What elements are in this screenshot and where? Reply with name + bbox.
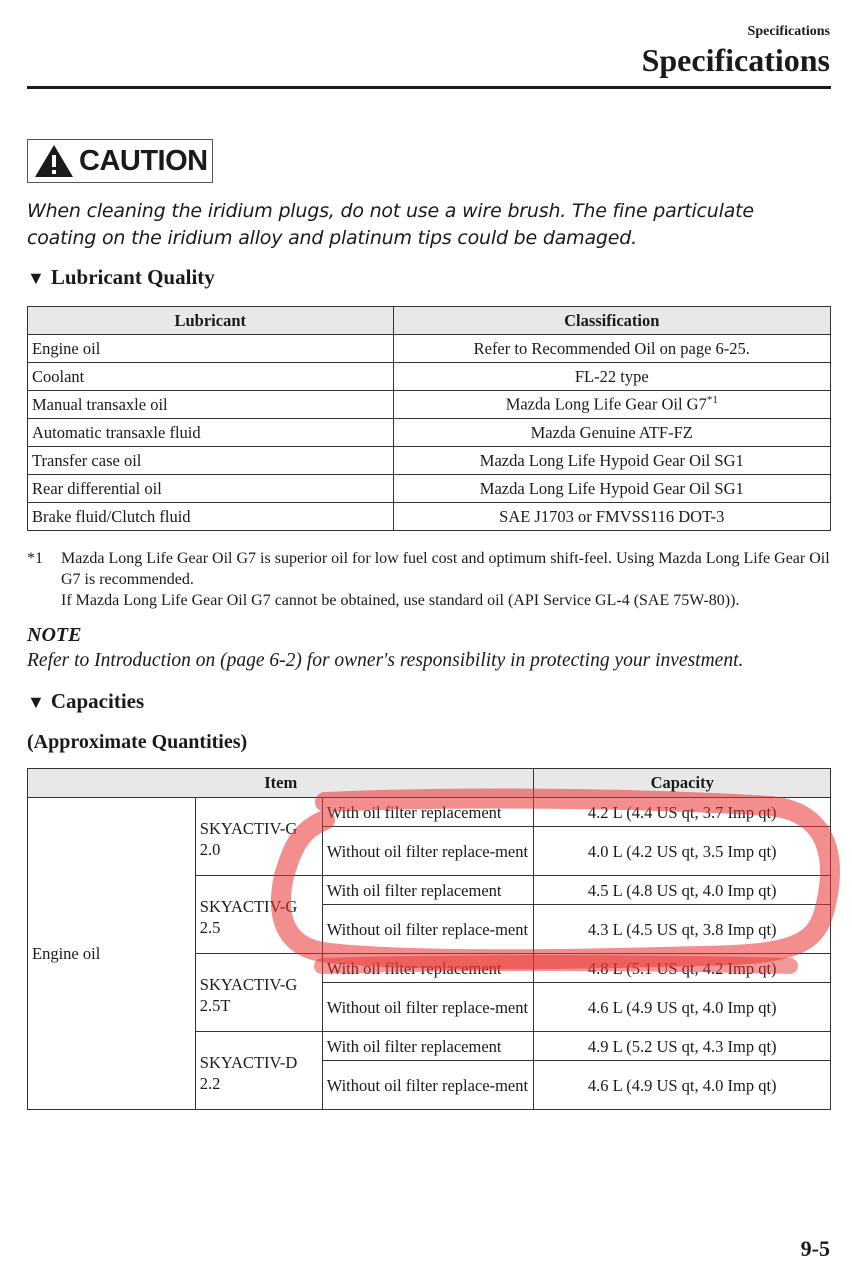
condition-cell: With oil filter replacement (322, 876, 534, 905)
heading-text: Lubricant Quality (50, 265, 215, 289)
footnote-line: Mazda Long Life Gear Oil G7 is superior oil for low fuel cost and optimum shift-feel. Using Mazda Long Life Gear Oil G7 is recommended. (61, 550, 830, 588)
classification-text: Refer to Recommended Oil on page 6-25. (473, 338, 750, 358)
footnote-ref: *1 (706, 394, 718, 407)
capacity-cell: 4.6 L (4.9 US qt, 4.0 Imp qt) (534, 983, 831, 1032)
classification-cell (393, 391, 830, 419)
classification-text: FL-22 type (574, 366, 649, 386)
lubricant-cell: Rear differential oil (28, 475, 394, 503)
lubricant-quality-heading (27, 265, 215, 290)
condition-cell: Without oil filter replace-ment (322, 983, 534, 1032)
classification-cell (393, 503, 830, 531)
lubricant-table (27, 306, 831, 531)
table-header-row (28, 307, 831, 335)
classification-cell (393, 363, 830, 391)
table-row (28, 447, 831, 475)
classification-cell (393, 335, 830, 363)
capacities-table (27, 768, 831, 1110)
classification-cell (393, 419, 830, 447)
footnote-mark: *1 (27, 550, 43, 567)
heading-marker: ▼ (27, 268, 45, 288)
condition-cell: Without oil filter replace-ment (322, 827, 534, 876)
classification-text: Mazda Long Life Hypoid Gear Oil SG1 (479, 478, 744, 498)
capacity-cell: 4.2 L (4.4 US qt, 3.7 Imp qt) (534, 798, 831, 827)
column-header: Lubricant (28, 307, 394, 335)
caution-label: CAUTION (79, 144, 208, 177)
classification-text: Mazda Long Life Gear Oil G7 (505, 394, 707, 414)
condition-cell: With oil filter replacement (322, 798, 534, 827)
lubricant-cell: Transfer case oil (28, 447, 394, 475)
capacity-cell: 4.9 L (5.2 US qt, 4.3 Imp qt) (534, 1032, 831, 1061)
footnote-line: If Mazda Long Life Gear Oil G7 cannot be obtained, use standard oil (API Service GL-4 (SAE 75W-80)). (61, 592, 740, 609)
caution-text: When cleaning the iridium plugs, do not use a wire brush. The fine particulate coating on the iridium alloy and platinum tips could be damaged. (27, 200, 754, 249)
lubricant-cell: Engine oil (28, 335, 394, 363)
table-row (28, 503, 831, 531)
table-row (28, 363, 831, 391)
note-title: NOTE (27, 624, 82, 646)
table-row (28, 798, 831, 827)
column-header: Classification (393, 307, 830, 335)
classification-text: SAE J1703 or FMVSS116 DOT-3 (499, 506, 725, 526)
table-row (28, 335, 831, 363)
engine-variant-cell: SKYACTIV-G 2.0 (195, 798, 322, 876)
table-row (28, 419, 831, 447)
table-row (28, 391, 831, 419)
condition-cell: With oil filter replacement (322, 954, 534, 983)
engine-variant-cell: SKYACTIV-D 2.2 (195, 1032, 322, 1110)
table-row (28, 475, 831, 503)
header-divider (27, 86, 831, 89)
condition-cell: Without oil filter replace-ment (322, 1061, 534, 1110)
capacity-cell: 4.6 L (4.9 US qt, 4.0 Imp qt) (534, 1061, 831, 1110)
heading-marker: ▼ (27, 692, 45, 712)
classification-text: Mazda Long Life Hypoid Gear Oil SG1 (479, 450, 744, 470)
warning-triangle-icon (34, 144, 74, 178)
capacities-heading (27, 689, 144, 714)
caution-box (27, 139, 213, 183)
running-header: Specifications (747, 24, 830, 39)
capacity-cell: 4.8 L (5.1 US qt, 4.2 Imp qt) (534, 954, 831, 983)
capacity-cell: 4.0 L (4.2 US qt, 3.5 Imp qt) (534, 827, 831, 876)
note-text: Refer to Introduction on (page 6-2) for owner's responsibility in protecting your investment. (27, 650, 744, 671)
column-header: Capacity (534, 769, 831, 798)
lubricant-cell: Manual transaxle oil (28, 391, 394, 419)
table-header-row (28, 769, 831, 798)
classification-text: Mazda Genuine ATF-FZ (530, 422, 693, 442)
item-cell: Engine oil (28, 798, 196, 1110)
capacities-subtitle: (Approximate Quantities) (27, 731, 248, 753)
engine-variant-cell: SKYACTIV-G 2.5 (195, 876, 322, 954)
classification-cell (393, 475, 830, 503)
heading-text: Capacities (50, 689, 145, 713)
condition-cell: With oil filter replacement (322, 1032, 534, 1061)
lubricant-cell: Automatic transaxle fluid (28, 419, 394, 447)
engine-variant-cell: SKYACTIV-G 2.5T (195, 954, 322, 1032)
lubricant-cell: Brake fluid/Clutch fluid (28, 503, 394, 531)
capacity-cell: 4.5 L (4.8 US qt, 4.0 Imp qt) (534, 876, 831, 905)
lubricant-cell: Coolant (28, 363, 394, 391)
column-header: Item (28, 769, 534, 798)
footnote (27, 548, 832, 611)
classification-cell (393, 447, 830, 475)
page-title: Specifications (641, 42, 830, 78)
capacity-cell: 4.3 L (4.5 US qt, 3.8 Imp qt) (534, 905, 831, 954)
page-number: 9-5 (800, 1236, 830, 1261)
condition-cell: Without oil filter replace-ment (322, 905, 534, 954)
